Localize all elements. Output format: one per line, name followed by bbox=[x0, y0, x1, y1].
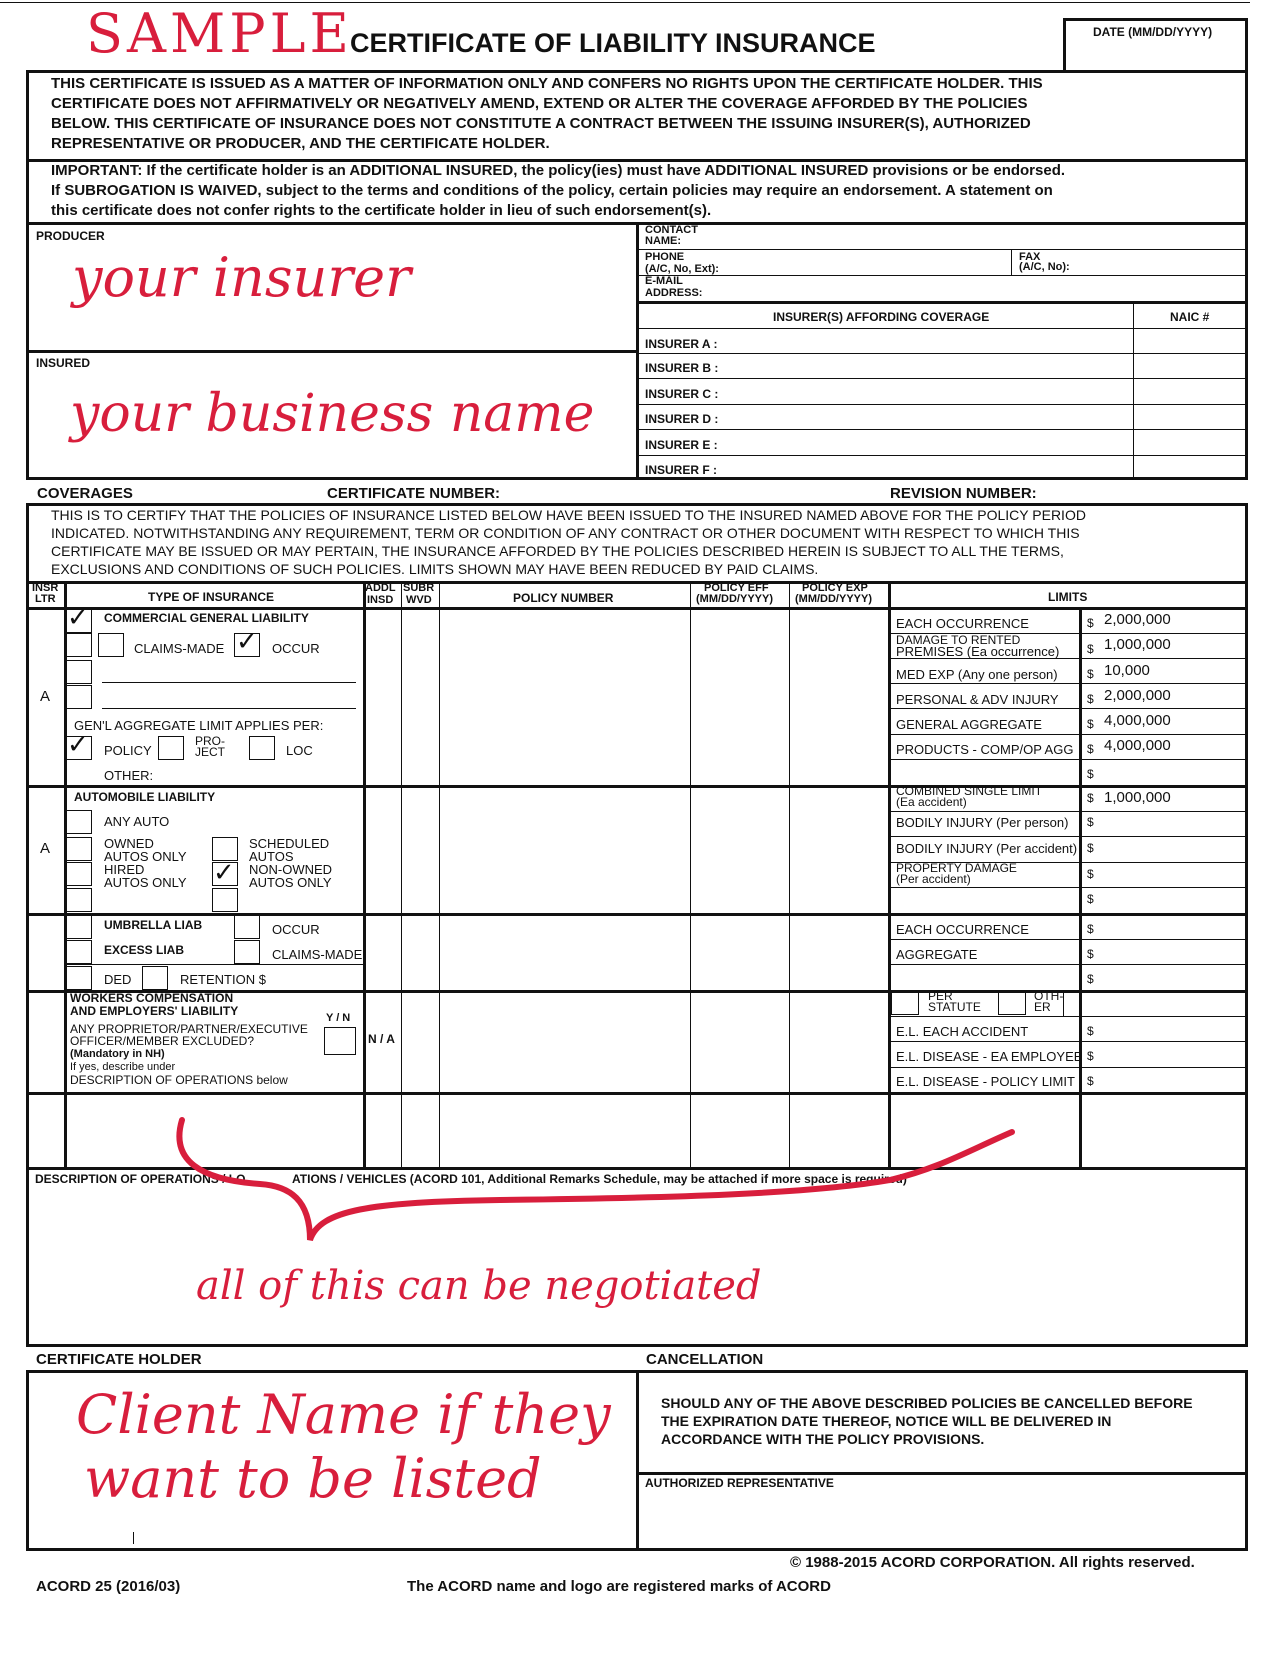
cancellation-text: SHOULD ANY OF THE ABOVE DESCRIBED POLICIES BE CANCELLED BEFORE bbox=[661, 1395, 1193, 1411]
blank-checkbox[interactable] bbox=[212, 888, 238, 912]
project-label: JECT bbox=[195, 745, 225, 759]
coverages-paragraph: THIS IS TO CERTIFY THAT THE POLICIES OF INSURANCE LISTED BELOW HAVE BEEN ISSUED TO THE INSURED NAMED ABOVE FOR THE POLICY PERIOD bbox=[51, 507, 1086, 523]
non-owned-autos-label: NON-OWNED bbox=[249, 862, 333, 877]
contact-name-label: NAME: bbox=[645, 235, 682, 247]
policy-exp-header: (MM/DD/YYYY) bbox=[795, 593, 872, 605]
blank-checkbox[interactable] bbox=[66, 685, 92, 709]
fax-label: FAX bbox=[1019, 251, 1041, 263]
dollar-sign: $ bbox=[1087, 791, 1094, 805]
important-notice-line: If SUBROGATION IS WAIVED, subject to the terms and conditions of the policy, certain policies may require an endorsement. A statement on bbox=[51, 182, 1053, 199]
insr-ltr-header: LTR bbox=[35, 593, 56, 605]
retention-label: RETENTION $ bbox=[180, 972, 266, 987]
addl-insd-header: ADDL bbox=[365, 582, 396, 594]
contact-name-label: CONTACT bbox=[645, 224, 698, 236]
important-notice-line: IMPORTANT: If the certificate holder is an ADDITIONAL INSURED, the policy(ies) must have ADDITIONAL INSURED provisions or be endorsed. bbox=[51, 162, 1066, 179]
addl-insd-header: INSD bbox=[367, 594, 394, 606]
occur-label: OCCUR bbox=[272, 641, 320, 656]
insurer-d: INSURER D : bbox=[645, 412, 719, 426]
insurer-f: INSURER F : bbox=[645, 463, 717, 477]
other-checkbox[interactable] bbox=[998, 991, 1026, 1015]
umbrella-occur-checkbox[interactable] bbox=[234, 915, 260, 939]
dollar-sign: $ bbox=[1087, 1024, 1094, 1038]
form-id: ACORD 25 (2016/03) bbox=[36, 1578, 181, 1595]
workers-comp-label: AND EMPLOYERS' LIABILITY bbox=[70, 1004, 239, 1018]
other-label: OTHER: bbox=[104, 768, 154, 783]
description-label: ATIONS / VEHICLES (ACORD 101, Additional Remarks Schedule, may be attached if more space is required) bbox=[292, 1172, 907, 1186]
gl-limit-label: PERSONAL & ADV INJURY bbox=[896, 692, 1059, 707]
phone-label: (A/C, No, Ext): bbox=[645, 263, 719, 275]
gl-limit-label: PRODUCTS - COMP/OP AGG bbox=[896, 742, 1074, 757]
check-mark-icon: ✓ bbox=[213, 858, 235, 888]
insurers-header: INSURER(S) AFFORDING COVERAGE bbox=[773, 310, 990, 324]
dollar-sign: $ bbox=[1087, 892, 1094, 906]
certificate-holder-label: CERTIFICATE HOLDER bbox=[36, 1351, 202, 1368]
dollar-sign: $ bbox=[1087, 742, 1094, 756]
phone-label: PHONE bbox=[645, 251, 685, 263]
coverages-paragraph: CERTIFICATE MAY BE ISSUED OR MAY PERTAIN, THE INSURANCE AFFORDED BY THE POLICIES DESCRIBED HEREIN IS SUBJECT TO ALL THE TERMS, bbox=[51, 543, 1064, 559]
info-notice-line: CERTIFICATE DOES NOT AFFIRMATIVELY OR NEGATIVELY AMEND, EXTEND OR ALTER THE COVERAGE AFFORDED BY THE POLICIES bbox=[51, 95, 1028, 112]
bracket-annotation bbox=[170, 1110, 1030, 1270]
insr-ltr-header: INSR bbox=[32, 582, 59, 594]
sample-stamp: SAMPLE bbox=[86, 2, 353, 65]
authorized-rep-label: AUTHORIZED REPRESENTATIVE bbox=[645, 1476, 834, 1490]
limits-header: LIMITS bbox=[1048, 590, 1088, 604]
claims-made-checkbox[interactable] bbox=[66, 633, 92, 657]
coverages-paragraph: EXCLUSIONS AND CONDITIONS OF SUCH POLICIES. LIMITS SHOWN MAY HAVE BEEN REDUCED BY PAID CLAIMS. bbox=[51, 561, 819, 577]
gl-insr-ltr: A bbox=[40, 688, 51, 705]
excess-liab-checkbox[interactable] bbox=[66, 940, 92, 964]
dollar-sign: $ bbox=[1087, 667, 1094, 681]
check-mark-icon: ✓ bbox=[67, 730, 89, 760]
project-checkbox[interactable] bbox=[158, 736, 184, 760]
excess-liab-label: EXCESS LIAB bbox=[104, 943, 185, 957]
producer-label: PRODUCER bbox=[36, 229, 105, 243]
subr-wvd-header: WVD bbox=[406, 594, 432, 606]
email-label: ADDRESS: bbox=[645, 287, 703, 299]
dollar-sign: $ bbox=[1087, 642, 1094, 656]
ded-label: DED bbox=[104, 972, 132, 987]
gl-limit-label: GENERAL AGGREGATE bbox=[896, 717, 1042, 732]
policy-number-header: POLICY NUMBER bbox=[513, 591, 614, 605]
non-owned-autos-label: AUTOS ONLY bbox=[249, 875, 332, 890]
document-title: CERTIFICATE OF LIABILITY INSURANCE bbox=[350, 28, 876, 58]
umbrella-occur-label: OCCUR bbox=[272, 922, 320, 937]
other-statute-label: ER bbox=[1034, 1000, 1051, 1014]
revision-number-label: REVISION NUMBER: bbox=[890, 485, 1037, 502]
claims-made-checkbox[interactable] bbox=[98, 633, 124, 657]
fax-label: (A/C, No): bbox=[1019, 261, 1070, 273]
scheduled-autos-label: SCHEDULED bbox=[249, 836, 330, 851]
coverages-label: COVERAGES bbox=[37, 485, 133, 502]
gl-limit-label: DAMAGE TO RENTED bbox=[896, 633, 1021, 647]
certificate-number-label: CERTIFICATE NUMBER: bbox=[327, 485, 501, 502]
el-disease-policy-label: E.L. DISEASE - POLICY LIMIT bbox=[896, 1074, 1075, 1089]
loc-checkbox[interactable] bbox=[249, 736, 275, 760]
auto-liability-label: AUTOMOBILE LIABILITY bbox=[74, 790, 216, 804]
scheduled-autos-label: AUTOS bbox=[249, 849, 294, 864]
certificate-holder-handwritten: Client Name if they bbox=[76, 1383, 611, 1446]
workers-comp-text: If yes, describe under bbox=[70, 1061, 176, 1073]
policy-eff-header: (MM/DD/YYYY) bbox=[696, 593, 773, 605]
dollar-sign: $ bbox=[1087, 947, 1094, 961]
umbrella-claims-made-label: CLAIMS-MADE bbox=[272, 947, 363, 962]
other-statute-label: OTH- bbox=[1034, 989, 1064, 1003]
policy-label: POLICY bbox=[104, 743, 152, 758]
dollar-sign: $ bbox=[1087, 717, 1094, 731]
cancellation-text: THE EXPIRATION DATE THEREOF, NOTICE WILL BE DELIVERED IN bbox=[661, 1413, 1112, 1429]
umbrella-liab-label: UMBRELLA LIAB bbox=[104, 918, 203, 932]
any-auto-checkbox[interactable] bbox=[66, 810, 92, 834]
owned-autos-checkbox[interactable] bbox=[66, 837, 92, 861]
coverages-paragraph: INDICATED. NOTWITHSTANDING ANY REQUIREMENT, TERM OR CONDITION OF ANY CONTRACT OR OTHER DOCUMENT WITH RESPECT TO WHICH THIS bbox=[51, 525, 1080, 541]
el-each-accident-label: E.L. EACH ACCIDENT bbox=[896, 1024, 1029, 1039]
csl-value[interactable]: 1,000,000 bbox=[1104, 789, 1171, 806]
umbrella-liab-checkbox[interactable] bbox=[66, 915, 92, 939]
project-label: PRO- bbox=[195, 734, 225, 748]
bi-accident-label: BODILY INJURY (Per accident) bbox=[896, 841, 1078, 856]
workers-comp-text: ANY PROPRIETOR/PARTNER/EXECUTIVE bbox=[70, 1022, 308, 1036]
dollar-sign: $ bbox=[1087, 1049, 1094, 1063]
dollar-sign: $ bbox=[1087, 972, 1094, 986]
yn-label: Y / N bbox=[326, 1012, 351, 1024]
insured-handwritten: your business name bbox=[70, 384, 595, 444]
trademark-notice: The ACORD name and logo are registered marks of ACORD bbox=[407, 1578, 831, 1595]
copyright: © 1988-2015 ACORD CORPORATION. All rights reserved. bbox=[790, 1554, 1195, 1571]
hired-autos-label: HIRED bbox=[104, 862, 145, 877]
insurer-e: INSURER E : bbox=[645, 438, 718, 452]
info-notice-line: BELOW. THIS CERTIFICATE OF INSURANCE DOES NOT CONSTITUTE A CONTRACT BETWEEN THE ISSUING INSURER(S), AUTHORIZED bbox=[51, 115, 1031, 132]
certificate-holder-handwritten: want to be listed bbox=[84, 1447, 542, 1510]
auto-insr-ltr: A bbox=[40, 840, 51, 857]
per-statute-label: PER bbox=[928, 989, 953, 1003]
workers-comp-text: OFFICER/MEMBER EXCLUDED? bbox=[70, 1034, 255, 1048]
gl-limit-value[interactable]: 2,000,000 bbox=[1104, 611, 1171, 628]
type-of-insurance-header: TYPE OF INSURANCE bbox=[148, 590, 275, 604]
workers-comp-text: DESCRIPTION OF OPERATIONS below bbox=[70, 1073, 288, 1087]
gl-limit-value[interactable]: 4,000,000 bbox=[1104, 712, 1171, 729]
na-label: N / A bbox=[368, 1032, 395, 1046]
workers-comp-text: (Mandatory in NH) bbox=[70, 1048, 165, 1060]
per-statute-label: STATUTE bbox=[928, 1000, 981, 1014]
dollar-sign: $ bbox=[1087, 922, 1094, 936]
umbrella-claims-made-checkbox[interactable] bbox=[234, 940, 260, 964]
el-disease-employee-label: E.L. DISEASE - EA EMPLOYEE bbox=[896, 1049, 1083, 1064]
gl-limit-value[interactable]: 2,000,000 bbox=[1104, 687, 1171, 704]
owned-autos-label: AUTOS ONLY bbox=[104, 849, 187, 864]
umbrella-each-occurrence-label: EACH OCCURRENCE bbox=[896, 922, 1029, 937]
loc-label: LOC bbox=[286, 743, 313, 758]
gl-limit-label: EACH OCCURRENCE bbox=[896, 616, 1029, 631]
date-label: DATE (MM/DD/YYYY) bbox=[1093, 25, 1213, 39]
commercial-gl-label: COMMERCIAL GENERAL LIABILITY bbox=[104, 611, 309, 625]
insurer-c: INSURER C : bbox=[645, 387, 719, 401]
insurer-b: INSURER B : bbox=[645, 361, 719, 375]
gl-limit-label: MED EXP (Any one person) bbox=[896, 667, 1058, 682]
bi-person-label: BODILY INJURY (Per person) bbox=[896, 815, 1069, 830]
csl-label: (Ea accident) bbox=[896, 795, 967, 809]
pd-label: PROPERTY DAMAGE bbox=[896, 861, 1017, 875]
info-notice-line: THIS CERTIFICATE IS ISSUED AS A MATTER OF INFORMATION ONLY AND CONFERS NO RIGHTS UPON THE CERTIFICATE HOLDER. THIS bbox=[51, 75, 1043, 92]
policy-exp-header: POLICY EXP bbox=[802, 582, 868, 594]
any-auto-label: ANY AUTO bbox=[104, 814, 170, 829]
description-label: DESCRIPTION OF OPERATIONS / LO bbox=[35, 1172, 246, 1186]
pd-label: (Per accident) bbox=[896, 872, 971, 886]
check-mark-icon: ✓ bbox=[67, 603, 89, 633]
dollar-sign: $ bbox=[1087, 692, 1094, 706]
cancellation-label: CANCELLATION bbox=[646, 1351, 764, 1368]
dollar-sign: $ bbox=[1087, 767, 1094, 781]
email-label: E-MAIL bbox=[645, 275, 683, 287]
aggregate-applies-label: GEN'L AGGREGATE LIMIT APPLIES PER: bbox=[74, 718, 324, 733]
hired-autos-label: AUTOS ONLY bbox=[104, 875, 187, 890]
check-mark-icon: ✓ bbox=[236, 627, 258, 657]
subr-wvd-header: SUBR bbox=[403, 582, 435, 594]
policy-eff-header: POLICY EFF bbox=[704, 582, 769, 594]
dollar-sign: $ bbox=[1087, 867, 1094, 881]
per-statute-checkbox[interactable] bbox=[891, 991, 919, 1015]
hired-autos-checkbox[interactable] bbox=[66, 862, 92, 886]
owned-autos-label: OWNED bbox=[104, 836, 154, 851]
cancellation-text: ACCORDANCE WITH THE POLICY PROVISIONS. bbox=[661, 1431, 985, 1447]
info-notice-line: REPRESENTATIVE OR PRODUCER, AND THE CERTIFICATE HOLDER. bbox=[51, 135, 550, 152]
important-notice-line: this certificate does not confer rights to the certificate holder in lieu of such endorsement(s). bbox=[51, 202, 712, 219]
retention-checkbox[interactable] bbox=[142, 966, 168, 990]
dollar-sign: $ bbox=[1087, 616, 1094, 630]
insured-label: INSURED bbox=[36, 356, 91, 370]
blank-checkbox[interactable] bbox=[66, 660, 92, 684]
claims-made-label: CLAIMS-MADE bbox=[134, 641, 225, 656]
gl-limit-value[interactable]: 1,000,000 bbox=[1104, 636, 1171, 653]
workers-comp-label: WORKERS COMPENSATION bbox=[70, 991, 234, 1005]
insurer-a: INSURER A : bbox=[645, 337, 718, 351]
gl-limit-label: PREMISES (Ea occurrence) bbox=[896, 644, 1060, 659]
dollar-sign: $ bbox=[1087, 1074, 1094, 1088]
blank-checkbox[interactable] bbox=[66, 888, 92, 912]
gl-limit-value[interactable]: 10,000 bbox=[1104, 662, 1150, 679]
umbrella-aggregate-label: AGGREGATE bbox=[896, 947, 978, 962]
producer-handwritten: your insurer bbox=[72, 246, 411, 309]
ded-checkbox[interactable] bbox=[66, 966, 92, 990]
dollar-sign: $ bbox=[1087, 815, 1094, 829]
csl-label: COMBINED SINGLE LIMIT bbox=[896, 784, 1043, 798]
excluded-yn-checkbox[interactable] bbox=[324, 1027, 356, 1055]
naic-header: NAIC # bbox=[1170, 310, 1210, 324]
gl-limit-value[interactable]: 4,000,000 bbox=[1104, 737, 1171, 754]
negotiated-handwritten: all of this can be negotiated bbox=[196, 1263, 762, 1309]
dollar-sign: $ bbox=[1087, 841, 1094, 855]
